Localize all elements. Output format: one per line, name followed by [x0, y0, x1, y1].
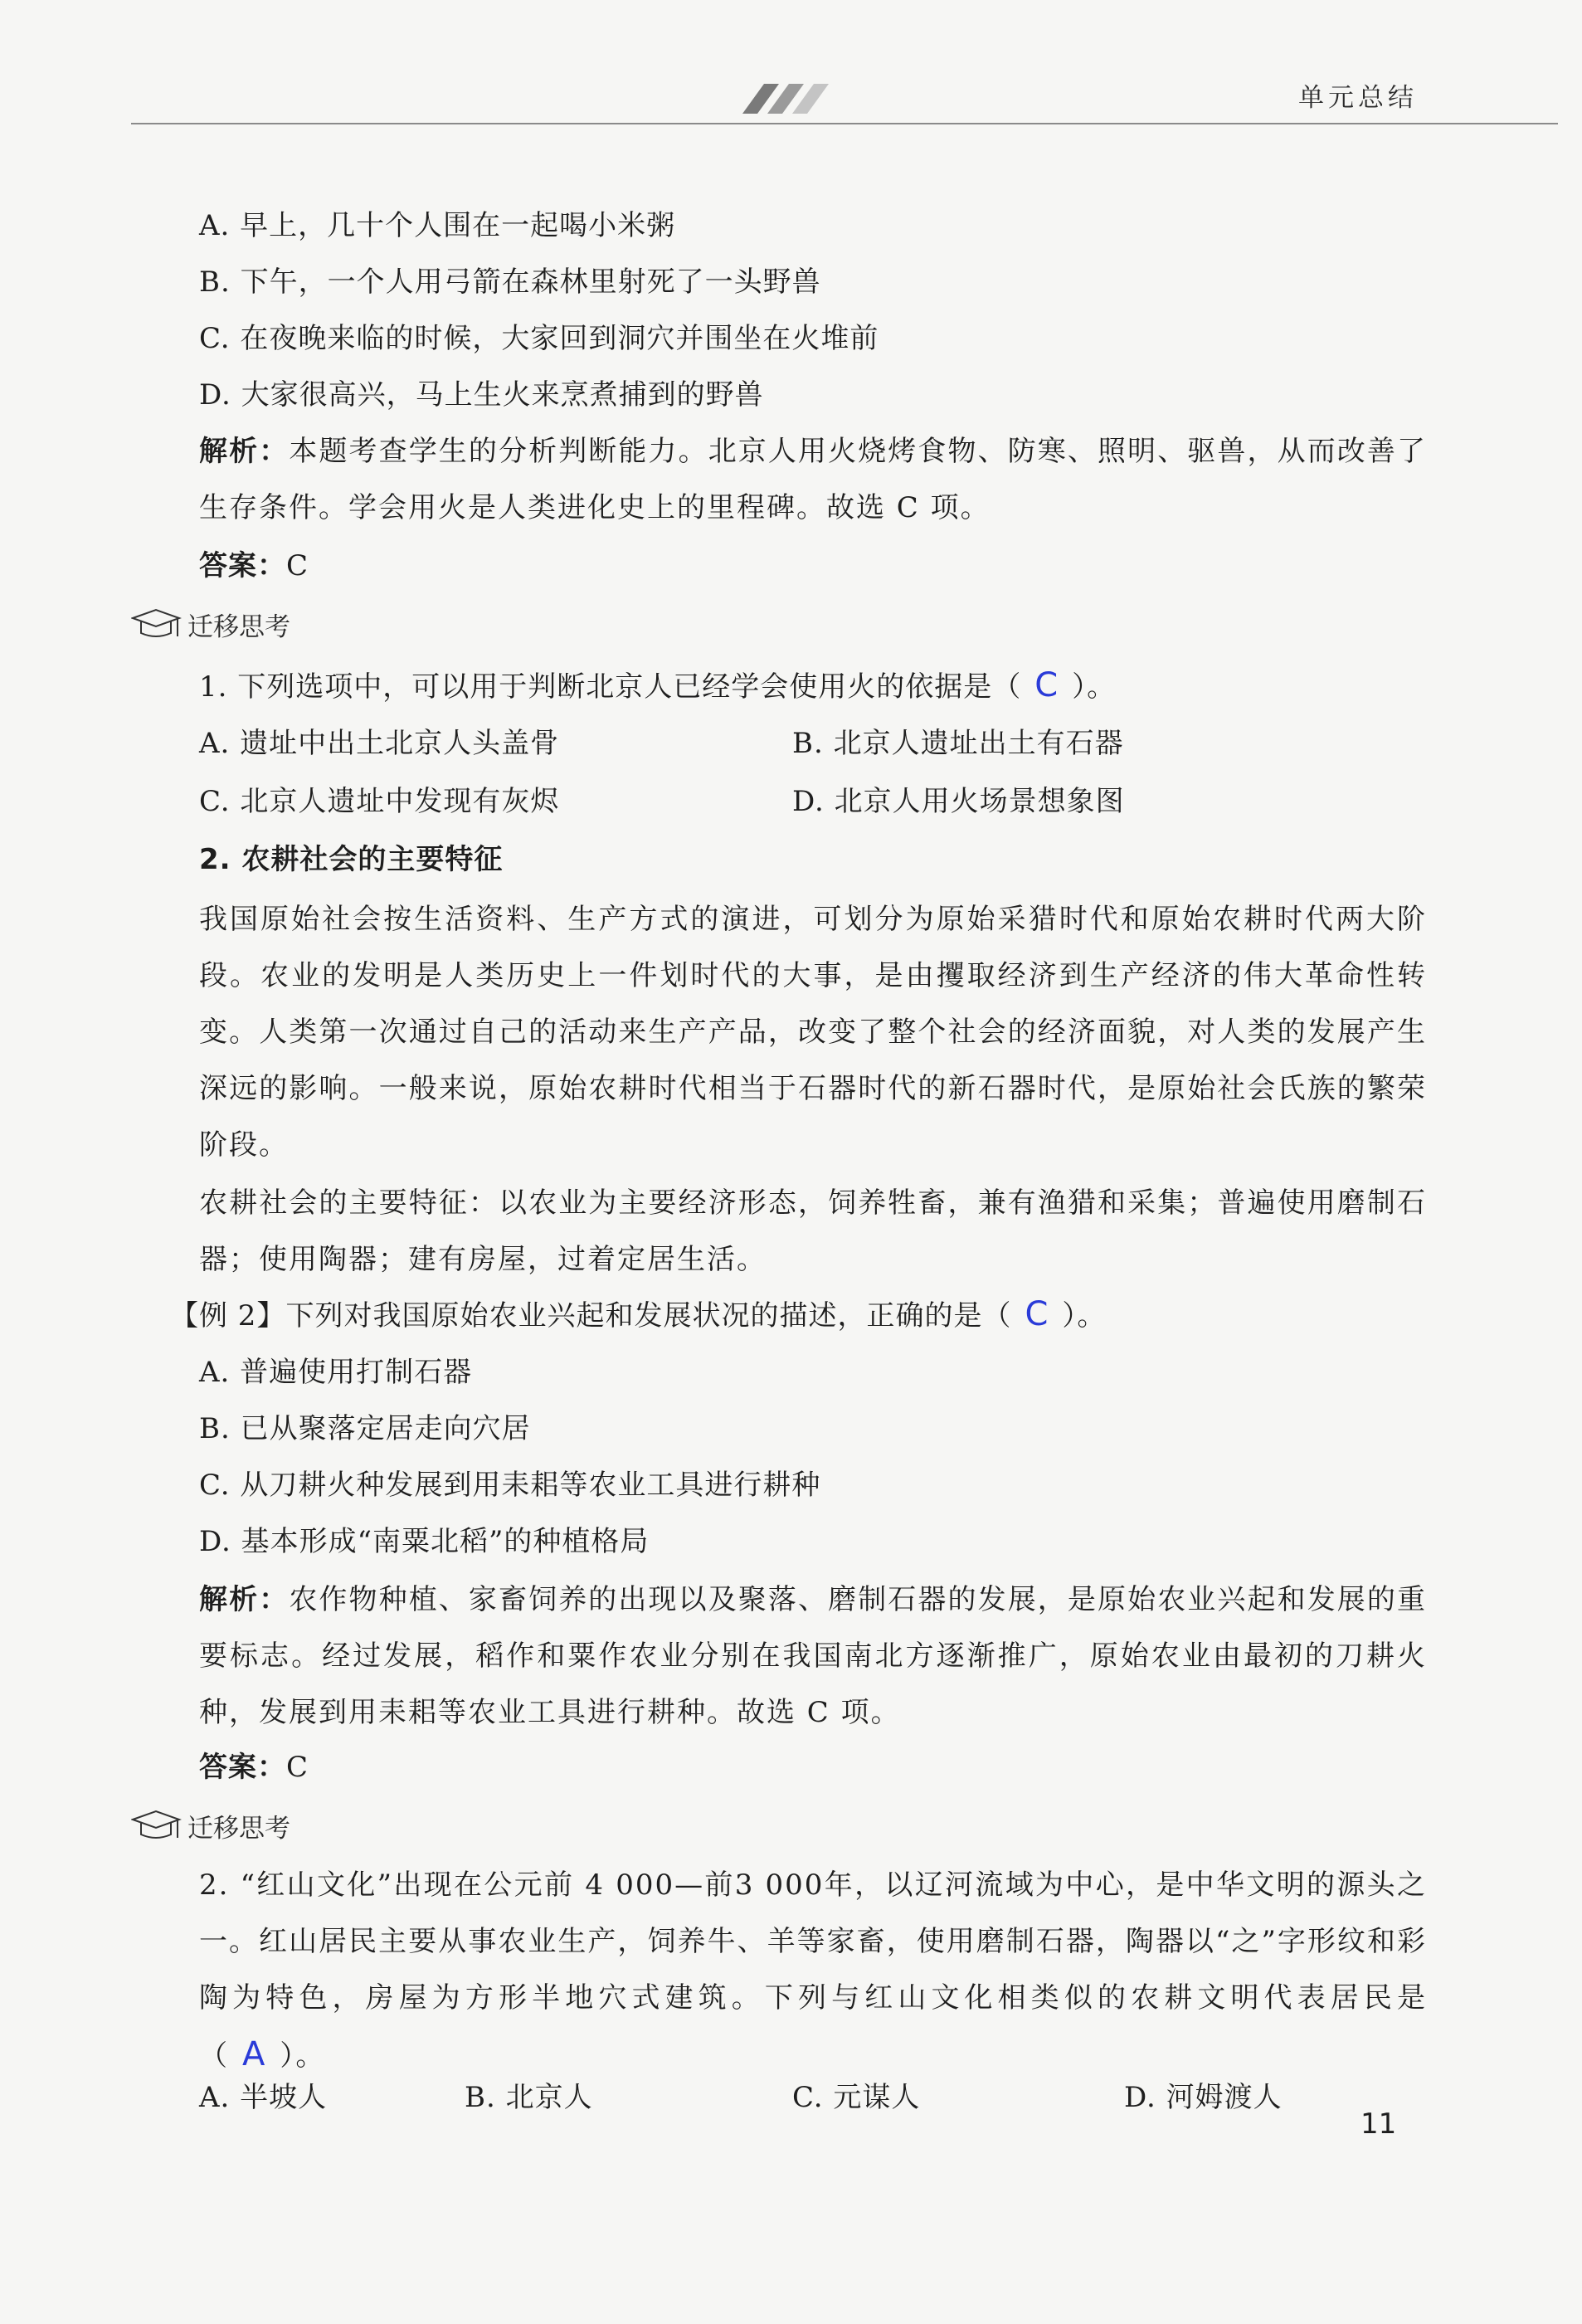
section-2-paragraph-1 — [199, 891, 1427, 1173]
practice-2-option-b: B. 北京人 — [465, 2081, 593, 2114]
example-2-option-a: A. 普遍使用打制石器 — [199, 1356, 473, 1389]
analysis-text: 农作物种植、家畜饲养的出现以及聚落、磨制石器的发展，是原始农业兴起和发展的重要标志。经过发展，稻作和粟作农业分别在我国南北方逐渐推广，原始农业由最初的刀耕火种，发展到用耒耜等农业工具进行耕种。故选 C 项。 — [199, 1583, 1428, 1729]
answer-label: 答案： — [199, 549, 286, 582]
practice-1-option-d: D. 北京人用火场景想象图 — [792, 785, 1125, 818]
stem-text: 1. 下列选项中，可以用于判断北京人已经学会使用火的依据是（ — [199, 670, 1022, 704]
graduation-cap-icon — [131, 607, 183, 643]
answer-value: C — [286, 549, 309, 582]
analysis-2 — [199, 1571, 1427, 1741]
graduation-cap-icon — [131, 1808, 183, 1844]
analysis-text: 本题考查学生的分析判断能力。北京人用火烧烤食物、防寒、照明、驱兽，从而改善了生存条件。学会用火是人类进化史上的里程碑。故选 C 项。 — [199, 435, 1428, 524]
analysis-label: 解析： — [199, 1583, 290, 1616]
example-2-stem — [170, 1295, 1107, 1333]
stem-text: 【例 2】下列对我国原始农业兴起和发展状况的描述，正确的是（ — [170, 1299, 1012, 1333]
header-rule — [131, 123, 1558, 124]
analysis-label: 解析： — [199, 435, 290, 468]
option-d: D. 大家很高兴，马上生火来烹煮捕到的野兽 — [199, 378, 764, 412]
answer-value: C — [286, 1751, 309, 1784]
header-title: 单元总结 — [1298, 83, 1418, 113]
section-2-paragraph-2 — [199, 1175, 1427, 1288]
stem-text: 2. “红山文化”出现在公元前 4 000—前3 000年，以辽河流域为中心，是中华文明的源头之一。红山居民主要从事农业生产，饲养牛、羊等家畜，使用磨制石器，陶器以“之”字形纹和彩陶为特色，房屋为方形半地穴式建筑。下列与红山文化相类似的农耕文明代表居民是（ — [199, 1868, 1427, 2073]
practice-2-stem — [199, 1857, 1427, 2084]
practice-1-stem — [199, 666, 1117, 704]
example-2-option-c: C. 从刀耕火种发展到用耒耜等农业工具进行耕种 — [199, 1469, 821, 1502]
stem-end: ）。 — [1072, 670, 1117, 704]
answer-2 — [199, 1751, 309, 1784]
option-a: A. 早上，几十个人围在一起喝小米粥 — [199, 209, 676, 242]
example-2-option-d: D. 基本形成“南粟北稻”的种植格局 — [199, 1525, 650, 1558]
transfer-thinking-label: 迁移思考 — [187, 1814, 290, 1844]
analysis-1 — [199, 423, 1427, 536]
option-b: B. 下午，一个人用弓箭在森林里射死了一头野兽 — [199, 266, 821, 299]
answer-1 — [199, 549, 309, 582]
transfer-thinking-label: 迁移思考 — [187, 612, 290, 642]
stem-end: ）。 — [280, 2039, 326, 2073]
header-decoration — [742, 79, 834, 117]
page-number: 11 — [1361, 2107, 1397, 2141]
practice-2-option-d: D. 河姆渡人 — [1124, 2081, 1283, 2114]
answer-label: 答案： — [199, 1751, 286, 1784]
example-2-option-b: B. 已从聚落定居走向穴居 — [199, 1412, 531, 1445]
practice-2-option-c: C. 元谋人 — [792, 2081, 921, 2114]
practice-1-option-b: B. 北京人遗址出土有石器 — [792, 727, 1124, 760]
paragraph-text: 农耕社会的主要特征：以农业为主要经济形态，饲养牲畜，兼有渔猎和采集；普遍使用磨制石器；使用陶器；建有房屋，过着定居生活。 — [199, 1186, 1427, 1276]
practice-2-option-a: A. 半坡人 — [199, 2081, 328, 2114]
practice-1-option-a: A. 遗址中出土北京人头盖骨 — [199, 727, 560, 760]
transfer-thinking-heading — [131, 606, 290, 643]
handwritten-answer: C — [1025, 1295, 1049, 1333]
stem-end: ）。 — [1062, 1299, 1107, 1333]
handwritten-answer: C — [1034, 666, 1059, 704]
practice-1-option-c: C. 北京人遗址中发现有灰烬 — [199, 785, 560, 818]
option-c: C. 在夜晚来临的时候，大家回到洞穴并围坐在火堆前 — [199, 322, 879, 355]
handwritten-answer: A — [242, 2035, 267, 2073]
transfer-thinking-heading — [131, 1807, 290, 1844]
section-2-title: 2. 农耕社会的主要特征 — [199, 843, 504, 876]
paragraph-text: 我国原始社会按生活资料、生产方式的演进，可划分为原始采猎时代和原始农耕时代两大阶段。农业的发明是人类历史上一件划时代的大事，是由攫取经济到生产经济的伟大革命性转变。人类第一次通过自己的活动来生产产品，改变了整个社会的经济面貌，对人类的发展产生深远的影响。一般来说，原始农耕时代相当于石器时代的新石器时代，是原始社会氏族的繁荣阶段。 — [199, 903, 1427, 1162]
